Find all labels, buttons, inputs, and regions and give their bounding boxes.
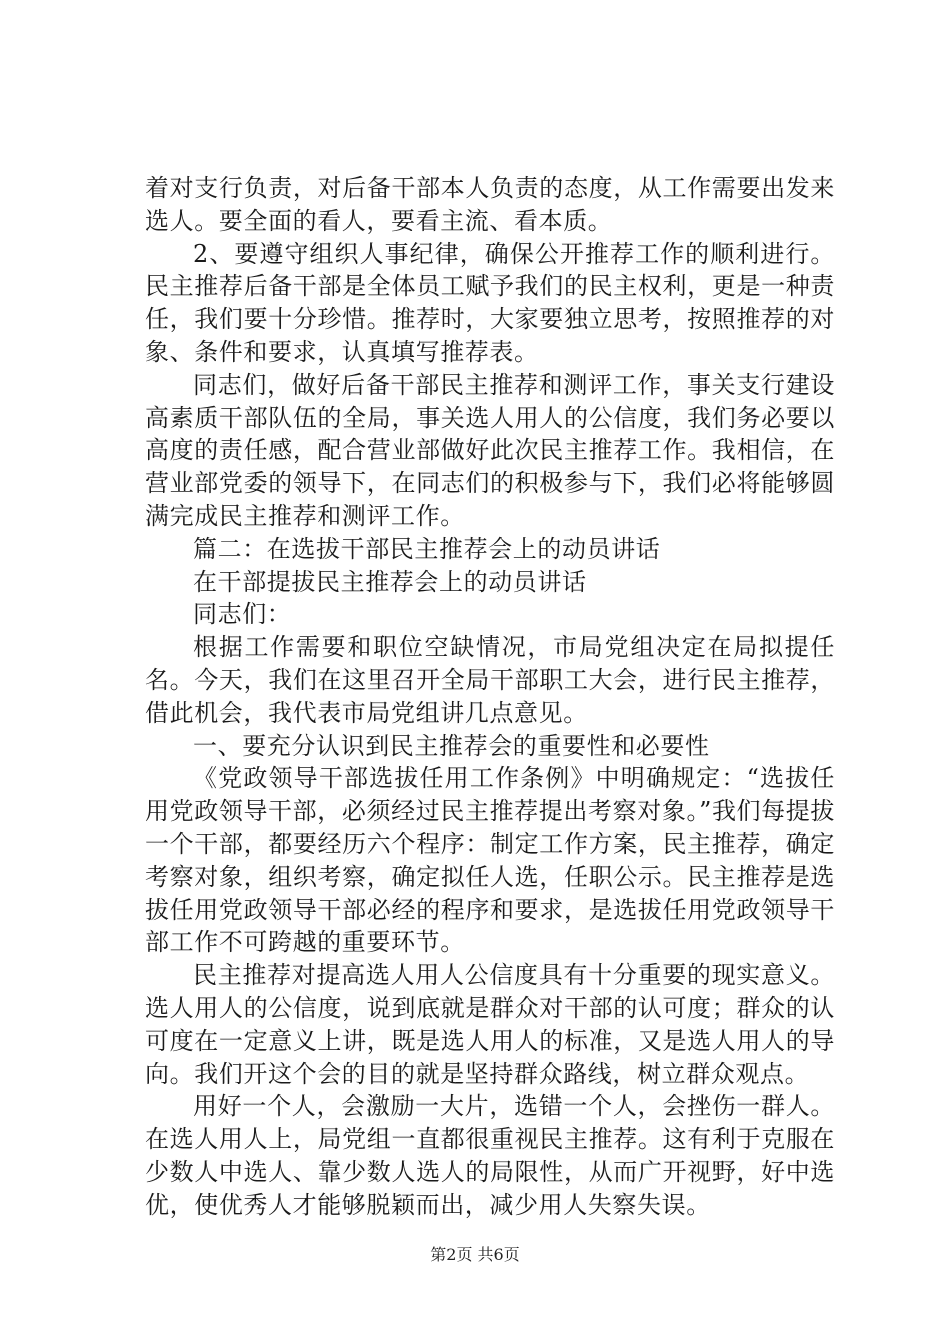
page-footer — [0, 1245, 950, 1265]
salutation: 同志们： — [193, 600, 292, 629]
paragraph-intro: 根据工作需要和职位空缺情况，市局党组决定在局拟提任名。今天，我们在这里召开全局干部职工大会，进行民主推荐，借此机会，我代表市局党组讲几点意见。 — [145, 633, 835, 727]
speech-title: 在干部提拔民主推荐会上的动员讲话 — [193, 567, 587, 596]
page-indicator: 第2页 共6页 — [430, 1245, 520, 1264]
document-body — [145, 172, 835, 1222]
paragraph-continuation: 着对支行负责，对后备干部本人负责的态度，从工作需要出发来选人。要全面的看人，要看主流、看本质。 — [145, 174, 835, 235]
paragraph-discipline: 2、要遵守组织人事纪律，确保公开推荐工作的顺利进行。民主推荐后备干部是全体员工赋予我们的民主权利，更是一种责任，我们要十分珍惜。推荐时，大家要独立思考，按照推荐的对象、条件和要求，认真填写推荐表。 — [145, 239, 835, 366]
paragraph-credibility: 民主推荐对提高选人用人公信度具有十分重要的现实意义。选人用人的公信度，说到底就是群众对干部的认可度；群众的认可度在一定意义上讲，既是选人用人的标准，又是选人用人的导向。我们开这个会的目的就是坚持群众路线，树立群众观点。 — [145, 961, 835, 1088]
section-heading-part-two: 篇二：在选拔干部民主推荐会上的动员讲话 — [193, 534, 661, 563]
section-heading-one: 一、要充分认识到民主推荐会的重要性和必要性 — [193, 731, 710, 760]
paragraph-regulation: 《党政领导干部选拔任用工作条例》中明确规定：“选拔任用党政领导干部，必须经过民主推荐提出考察对象。”我们每提拔一个干部，都要经历六个程序：制定工作方案，民主推荐，确定考察对象，组织考察，确定拟任人选，任职公示。民主推荐是选拔任用党政领导干部必经的程序和要求，是选拔任用党政领导干部工作不可跨越的重要环节。 — [145, 764, 835, 957]
paragraph-selection: 用好一个人，会激励一大片，选错一个人，会挫伤一群人。在选人用人上，局党组一直都很重视民主推荐。这有利于克服在少数人中选人、靠少数人选人的局限性，从而广开视野，好中选优，使优秀人才能够脱颖而出，减少用人失察失误。 — [145, 1092, 835, 1219]
paragraph-closing: 同志们，做好后备干部民主推荐和测评工作，事关支行建设高素质干部队伍的全局，事关选人用人的公信度，我们务必要以高度的责任感，配合营业部做好此次民主推荐工作。我相信，在营业部党委的领导下，在同志们的积极参与下，我们必将能够圆满完成民主推荐和测评工作。 — [145, 370, 835, 530]
